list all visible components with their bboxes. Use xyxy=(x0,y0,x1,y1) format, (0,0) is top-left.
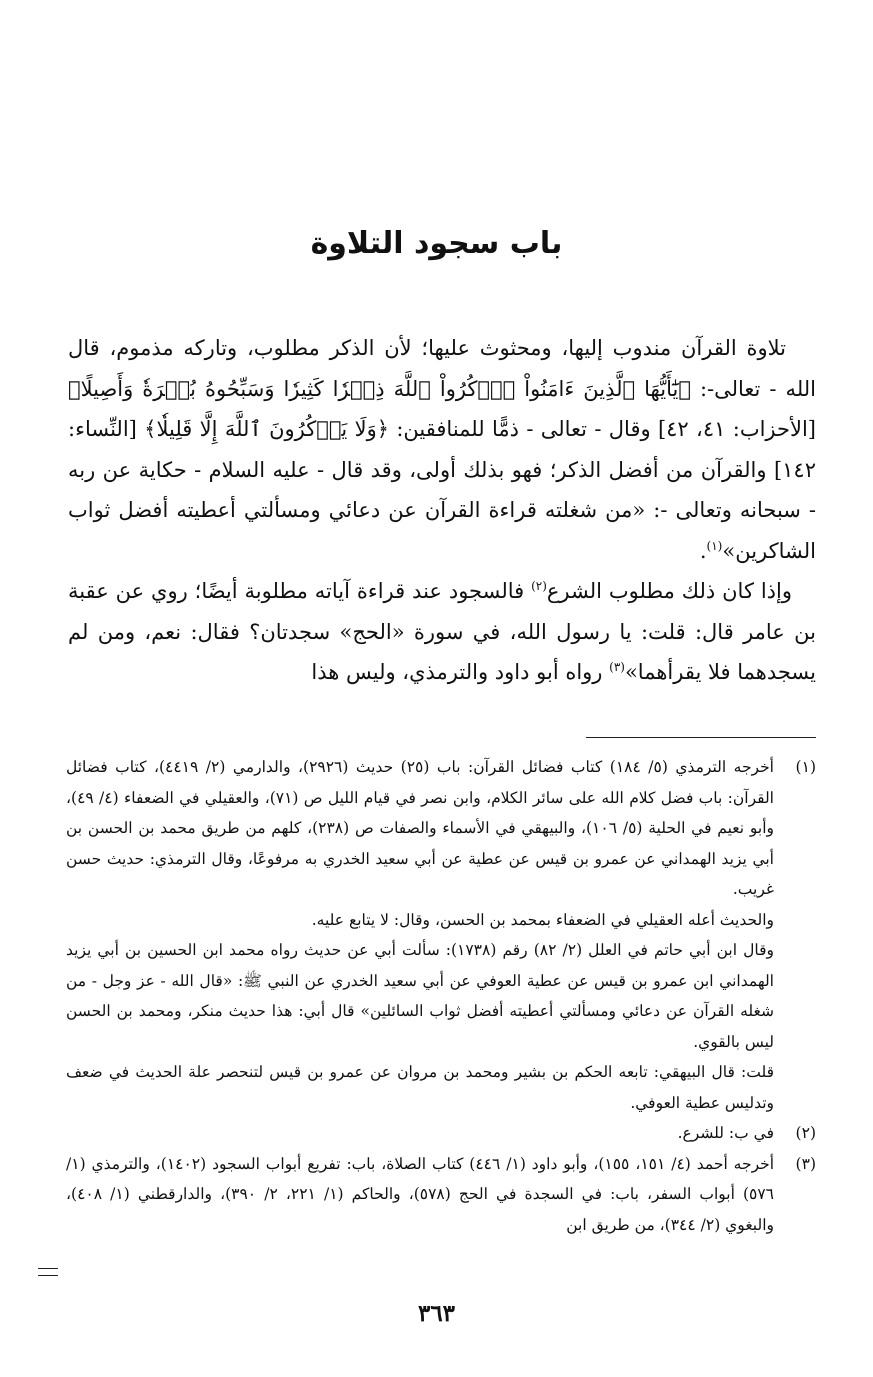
paragraph-1 xyxy=(68,328,816,571)
footnotes xyxy=(66,752,816,1240)
footnote-line: قلت: قال البيهقي: تابعه الحكم بن بشير ومحمد بن مروان عن عمرو بن قيس لتنحصر علة الحديث في ضعف وتدليس عطية العوفي. xyxy=(66,1063,774,1112)
footnote-ref-3: (٣) xyxy=(609,660,625,674)
footnote-separator xyxy=(586,737,816,738)
paragraph-2-text-a: وإذا كان ذلك مطلوب الشرع xyxy=(546,579,792,603)
footnote-ref-1: (١) xyxy=(706,538,723,553)
footnote-number: (٣) xyxy=(795,1154,816,1173)
footnote-line: في ب: للشرع. xyxy=(677,1124,774,1142)
footnote-line: والحديث أعله العقيلي في الضعفاء بمحمد بن الحسن، وقال: لا يتابع عليه. xyxy=(311,910,774,929)
footnote-line: أخرجه الترمذي (٥/ ١٨٤) كتاب فضائل القرآن: باب (٢٥) حديث (٢٩٢٦)، والدارمي (٢/ ٤٤١٩)، كتاب فضائل القرآن: باب فضل كلام الله على سائر الكلام، وابن نصر في قيام الليل ص (٧١)، والعقيلي في الضعفاء (٤/ ٤٩)، وأبو نعيم في الحلية (٥/ ١٠٦)، والبيهقي في الأسماء والصفات ص (٢٣٨)، كلهم من طريق محمد بن الحسن بن أبي يزيد الهمداني عن عمرو بن قيس عن عطية عن أبي سعيد الخدري به مرفوعًا، وقال الترمذي: حديث حسن غريب. xyxy=(66,758,775,898)
footnote-line: وقال ابن أبي حاتم في العلل (٢/ ٨٢) رقم (١٧٣٨): سألت أبي عن حديث رواه محمد ابن الحسين بن أبي يزيد الهمداني ابن عمرو بن قيس عن عطية العوفي عن أبي سعيد الخدري عن النبي ﷺ: «قال الله - عز وجل - من شغله القرآن عن دعائي ومسألتي أعطيته أفضل ثواب السائلين» قال أبي: هذا حديث منكر، ومحمد بن الحسن ليس بالقوي. xyxy=(66,941,774,1051)
continuation-mark xyxy=(38,1268,58,1276)
paragraph-2-text-b: فالسجود عند قراءة آياته مطلوبة أيضًا؛ روي عن عقبة بن عامر قال: قلت: يا رسول الله، في سورة «الحج» سجدتان؟ فقال: نعم، ومن لم يسجدهما فلا يقرأهما» xyxy=(68,579,816,684)
main-text xyxy=(68,328,816,693)
paragraph-2 xyxy=(68,571,816,693)
footnote-1 xyxy=(66,752,816,1118)
footnote-2 xyxy=(66,1118,816,1149)
footnote-3 xyxy=(66,1149,816,1241)
paragraph-1-end: . xyxy=(699,538,707,563)
footnote-number: (٢) xyxy=(795,1124,816,1142)
page-number: ٣٦٣ xyxy=(417,1300,456,1327)
paragraph-1-text: تلاوة القرآن مندوب إليها، ومحثوث عليها؛ لأن الذكر مطلوب، وتاركه مذموم، قال الله - تعالى-: ﴿يَٰٓأَيُّهَا ٱلَّذِينَ ءَامَنُواْ ٱذۡكُرُواْ ٱللَّهَ ذِكۡرٗا كَثِيرٗا وَسَبِّحُوهُ بُكۡرَةٗ وَأَصِيلًا﴾ [الأحزاب: ٤١، ٤٢] وقال - تعالى - ذمًّا للمنافقين: ﴿وَلَا يَذۡكُرُونَ ٱللَّهَ إِلَّا قَلِيلٗا﴾ [النِّساء: ١٤٢] والقرآن من أفضل الذكر؛ فهو بذلك أولى، وقد قال - عليه السلام - حكاية عن ربه - سبحانه وتعالى -: «من شغلته قراءة القرآن عن دعائي ومسألتي أعطيته أفضل ثواب الشاكرين» xyxy=(68,336,816,563)
footnote-number: (١) xyxy=(795,758,816,776)
footnote-ref-2: (٢) xyxy=(531,579,547,593)
paragraph-2-text-c: رواه أبو داود والترمذي، وليس هذا xyxy=(311,660,610,684)
chapter-title: باب سجود التلاوة xyxy=(310,226,563,261)
footnote-line: أخرجه أحمد (٤/ ١٥١، ١٥٥)، وأبو داود (١/ ٤٤٦) كتاب الصلاة، باب: تفريع أبواب السجود (١٤٠٢)، والترمذي (١/ ٥٧٦) أبواب السفر، باب: في السجدة في الحج (٥٧٨)، والحاكم (١/ ٢٢١، ٢/ ٣٩٠)، والدارقطني (١/ ٤٠٨)، والبغوي (٢/ ٣٤٤)، من طريق ابن xyxy=(66,1154,775,1234)
